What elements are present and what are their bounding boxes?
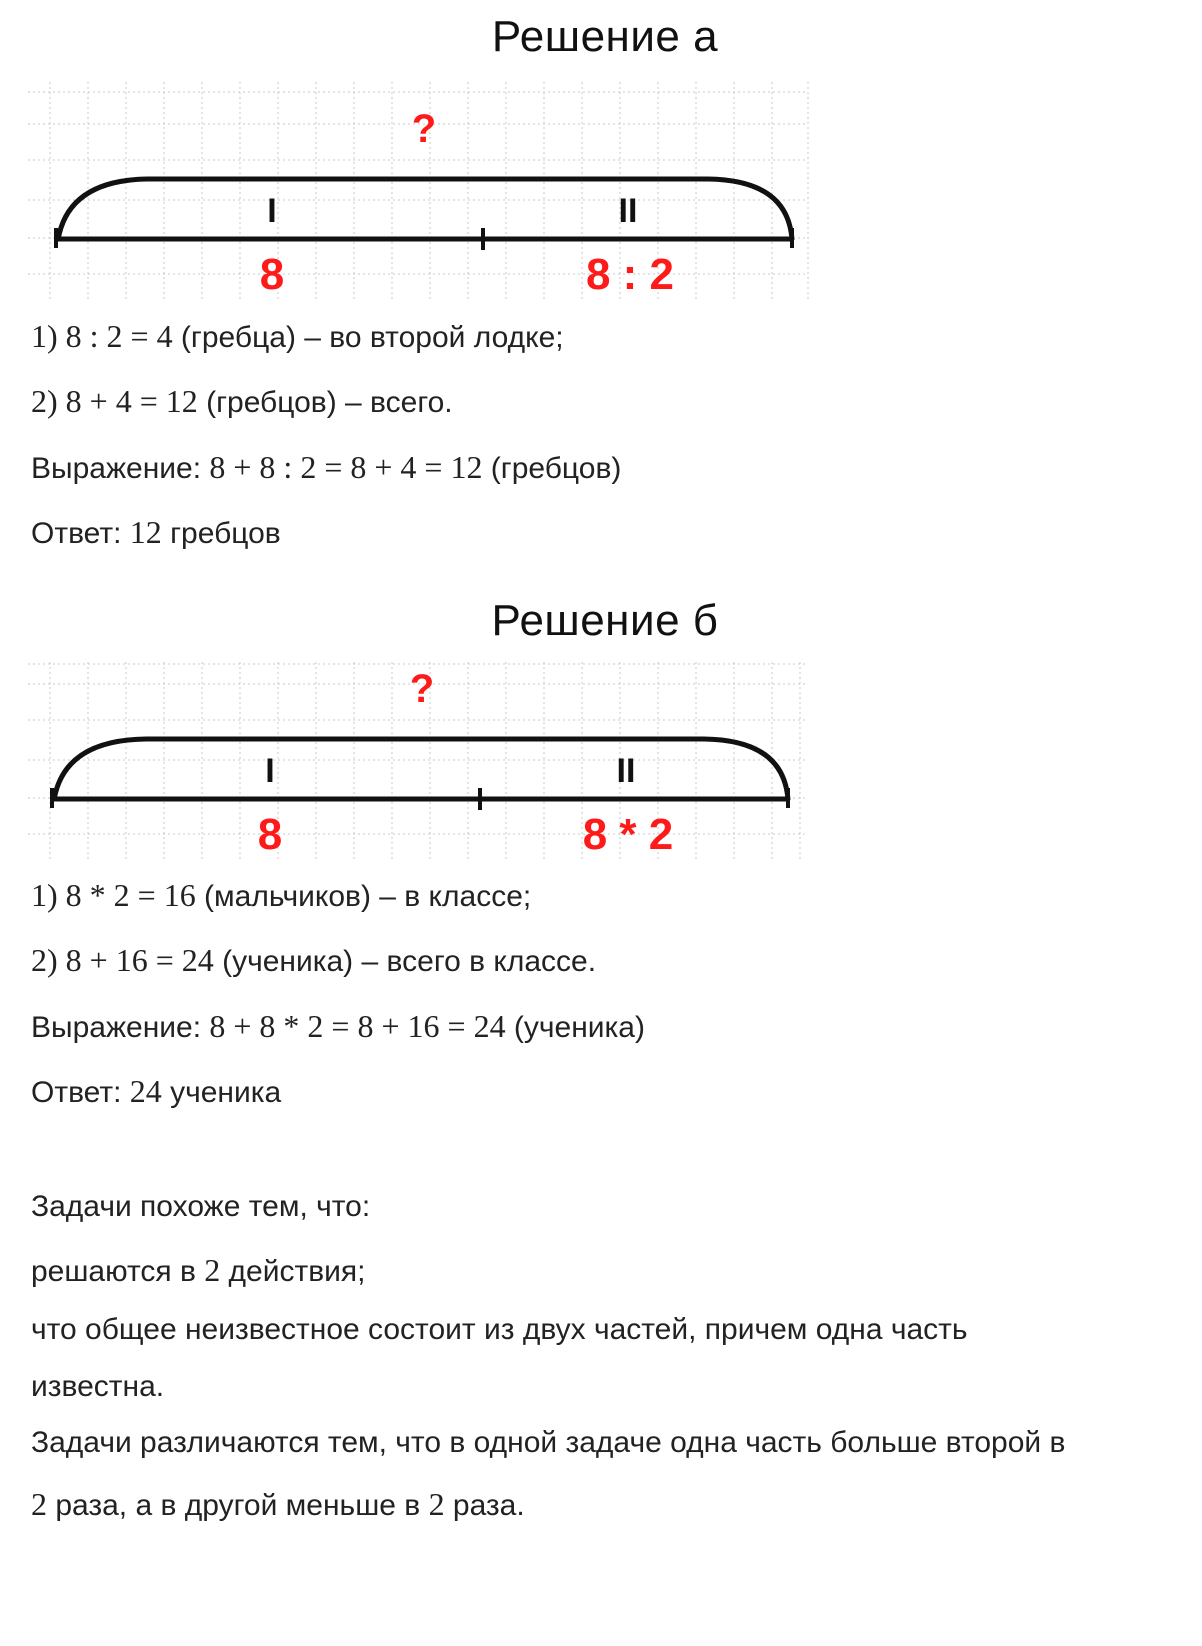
section-b-step1: 1) 8 * 2 = 16 (мальчиков) – в классе; [31,877,532,913]
part2-label: II [616,752,636,790]
section-b-step2: 2) 8 + 16 = 24 (ученика) – всего в классе. [31,942,597,978]
conclusion-point2-line2: известна. [31,1370,165,1403]
question-mark: ? [411,107,437,151]
part2-value: 8 : 2 [585,250,675,299]
section-a-step1: 1) 8 : 2 = 4 (гребца) – во второй лодке; [31,318,564,354]
conclusion-point1: решаются в 2 действия; [31,1252,366,1288]
section-a-title: Решение а [491,12,719,61]
part2-value: 8 * 2 [582,810,674,859]
total-brace [58,179,792,240]
part1-label: I [265,752,275,790]
section-a-step2: 2) 8 + 4 = 12 (гребцов) – всего. [31,383,453,419]
section-b-title: Решение б [491,596,719,645]
section-a-diagram [28,82,858,314]
section-a-answer: Ответ: 12 гребцов [31,514,281,550]
conclusion-point2-line1: что общее неизвестное состоит из двух частей, причем одна часть [31,1313,968,1346]
section-b-answer: Ответ: 24 ученика [31,1073,282,1109]
conclusion-intro: Задачи похоже тем, что: [31,1190,371,1223]
conclusion-diff-line2: 2 раза, а в другой меньше в 2 раза. [31,1486,525,1522]
part1-value: 8 [257,810,283,859]
conclusion-diff-line1: Задачи различаются тем, что в одной задаче одна часть больше второй в [31,1426,1066,1459]
part2-label: II [618,192,638,230]
section-b-diagram [28,642,858,874]
question-mark: ? [409,667,435,711]
part1-label: I [267,192,277,230]
section-a-expression: Выражение: 8 + 8 : 2 = 8 + 4 = 12 (гребцов) [31,449,622,485]
section-b-expression: Выражение: 8 + 8 * 2 = 8 + 16 = 24 (ученика) [31,1008,645,1044]
part1-value: 8 [259,250,285,299]
